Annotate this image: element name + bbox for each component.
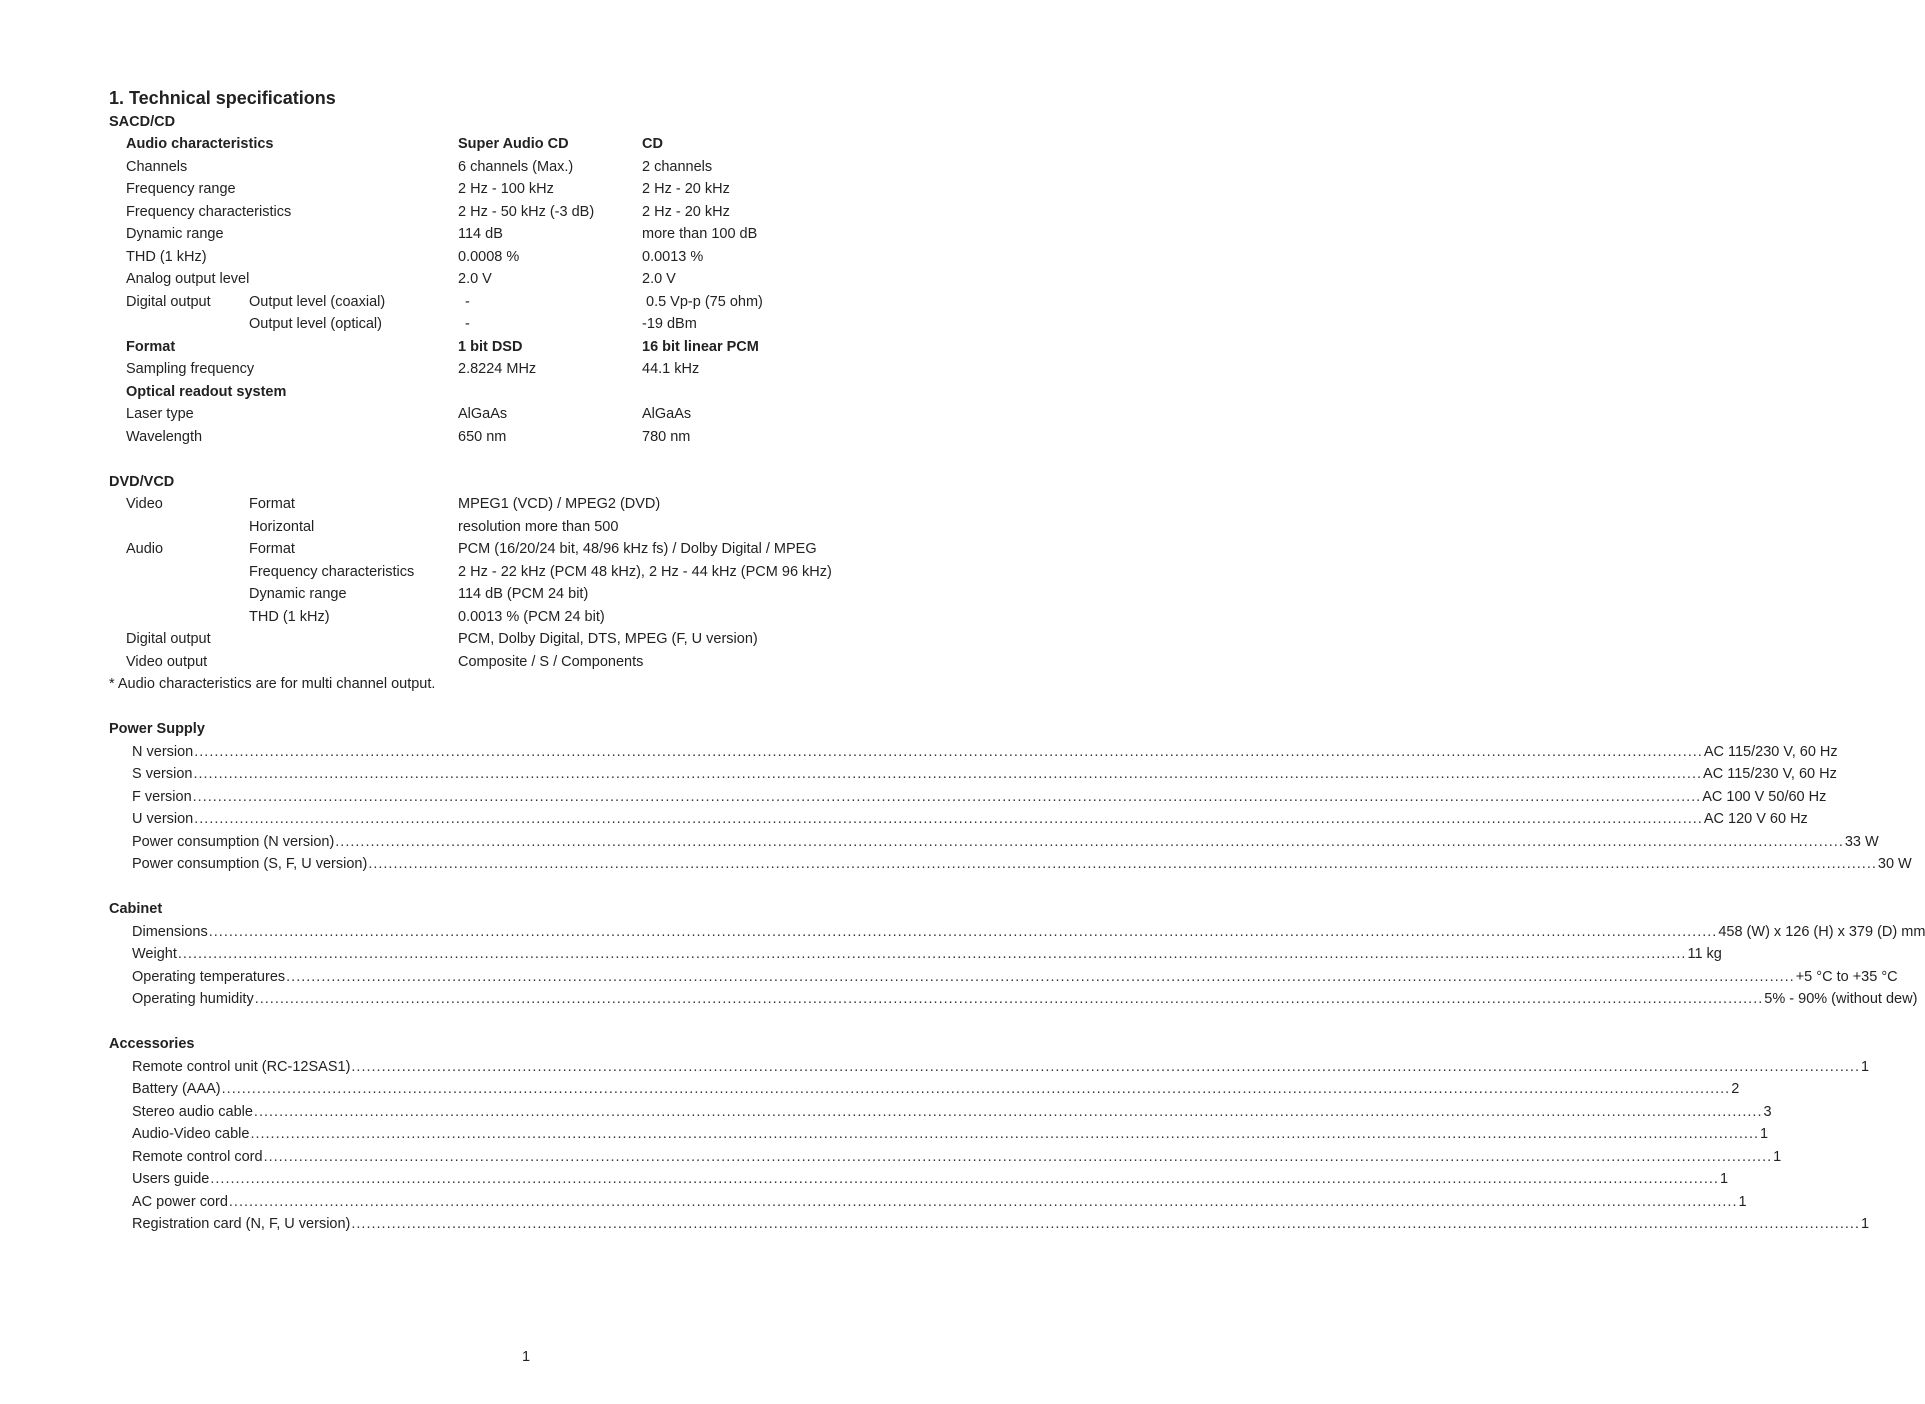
item-value: 1 (1760, 1126, 1769, 1142)
spec-label: Frequency range (126, 181, 236, 197)
spec-value-sacd: 2.0 V (458, 271, 492, 287)
dot-leader: ............................................................................................................................................................................................................................................................................................................ (208, 924, 1718, 940)
item-value: AC 115/230 V, 60 Hz (1703, 744, 1838, 760)
page-number: 1 (521, 1349, 531, 1365)
dot-leader: ............................................................................................................................................................................................................................................................................................................ (351, 1216, 1860, 1232)
spec-value: 0.0013 % (PCM 24 bit) (458, 609, 605, 625)
spec-sublabel: Format (249, 541, 295, 557)
spec-label: Wavelength (126, 429, 203, 445)
spec-sublabel: Dynamic range (249, 586, 347, 602)
item-value: 458 (W) x 126 (H) x 379 (D) mm (1718, 924, 1925, 940)
item-value: 1 (1860, 1059, 1870, 1075)
item-label: Registration card (N, F, U version) (132, 1216, 351, 1232)
item-value: AC 115/230 V, 60 Hz (1703, 766, 1837, 782)
item-value: 1 (1719, 1171, 1729, 1187)
spec-value-cd: 44.1 kHz (642, 361, 700, 377)
spec-value-cd: 0.5 Vp-p (75 ohm) (646, 294, 763, 310)
item-value: 2 (1731, 1081, 1740, 1097)
item-label: Operating temperatures (132, 969, 286, 985)
spec-sublabel: THD (1 kHz) (249, 609, 330, 625)
spec-value: Composite / S / Components (458, 654, 644, 670)
spec-label: Video output (126, 654, 208, 670)
spec-label: Channels (126, 159, 188, 175)
spec-value-sacd: 2 Hz - 50 kHz (-3 dB) (458, 204, 595, 220)
item-value: 33 W (1844, 834, 1879, 850)
item-value: AC 100 V 50/60 Hz (1702, 789, 1827, 805)
spec-label: Video (126, 496, 163, 512)
section-heading-dvd: DVD/VCD (109, 474, 175, 490)
spec-value-cd: more than 100 dB (642, 226, 758, 242)
section-heading-power: Power Supply (109, 721, 205, 737)
spec-label: Frequency characteristics (126, 204, 292, 220)
dot-leader: ............................................................................................................................................................................................................................................................................................................ (177, 946, 1687, 962)
list-item (132, 945, 1722, 963)
format-value-sacd: 1 bit DSD (458, 339, 523, 355)
list-item (132, 1215, 1870, 1233)
spec-value: resolution more than 500 (458, 519, 619, 535)
dot-leader: ............................................................................................................................................................................................................................................................................................................ (263, 1149, 1773, 1165)
spec-label: Laser type (126, 406, 194, 422)
item-label: Remote control unit (RC-12SAS1) (132, 1059, 351, 1075)
item-value: 30 W (1877, 856, 1912, 872)
spec-value: PCM (16/20/24 bit, 48/96 kHz fs) / Dolby Digital / MPEG (458, 541, 817, 557)
spec-label: Sampling frequency (126, 361, 255, 377)
spec-label: Audio (126, 541, 164, 557)
item-label: Dimensions (132, 924, 208, 940)
item-label: Power consumption (N version) (132, 834, 335, 850)
list-item (132, 743, 1838, 761)
list-item (132, 923, 1925, 941)
list-item (132, 1125, 1769, 1143)
list-item (132, 1148, 1782, 1166)
spec-value: 114 dB (PCM 24 bit) (458, 586, 589, 602)
section-heading-sacd: SACD/CD (109, 114, 176, 130)
spec-value-cd: 2.0 V (642, 271, 676, 287)
item-value: 1 (1773, 1149, 1782, 1165)
dot-leader: ............................................................................................................................................................................................................................................................................................................ (194, 811, 1703, 827)
spec-label: Analog output level (126, 271, 250, 287)
spec-sublabel: Output level (coaxial) (249, 294, 386, 310)
dot-leader: ............................................................................................................................................................................................................................................................................................................ (228, 1194, 1738, 1210)
format-value-cd: 16 bit linear PCM (642, 339, 759, 355)
spec-label: THD (1 kHz) (126, 249, 207, 265)
spec-label: Dynamic range (126, 226, 224, 242)
item-label: Operating humidity (132, 991, 254, 1007)
spec-sublabel: Format (249, 496, 295, 512)
list-item (132, 1080, 1740, 1098)
item-label: S version (132, 766, 193, 782)
format-label: Format (126, 339, 176, 355)
dot-leader: ............................................................................................................................................................................................................................................................................................................ (192, 789, 1702, 805)
item-label: AC power cord (132, 1194, 228, 1210)
spec-value: 2 Hz - 22 kHz (PCM 48 kHz), 2 Hz - 44 kHz (PCM 96 kHz) (458, 564, 832, 580)
list-item (132, 1170, 1729, 1188)
optical-readout-label: Optical readout system (126, 384, 287, 400)
item-label: Power consumption (S, F, U version) (132, 856, 368, 872)
list-item (132, 990, 1918, 1008)
spec-value-sacd: 650 nm (458, 429, 507, 445)
item-label: Weight (132, 946, 177, 962)
list-item (132, 855, 1912, 873)
spec-sublabel: Horizontal (249, 519, 315, 535)
list-item (132, 810, 1808, 828)
dot-leader: ............................................................................................................................................................................................................................................................................................................ (193, 766, 1703, 782)
footnote: * Audio characteristics are for multi channel output. (109, 676, 436, 692)
spec-value-sacd: 2 Hz - 100 kHz (458, 181, 554, 197)
spec-sublabel: Frequency characteristics (249, 564, 415, 580)
item-label: F version (132, 789, 192, 805)
item-value: 11 kg (1687, 946, 1722, 962)
list-item (132, 1103, 1772, 1121)
spec-value-cd: 780 nm (642, 429, 691, 445)
dot-leader: ............................................................................................................................................................................................................................................................................................................ (254, 991, 1764, 1007)
spec-label: Digital output (126, 294, 211, 310)
spec-value: PCM, Dolby Digital, DTS, MPEG (F, U version) (458, 631, 758, 647)
spec-value-sacd: 6 channels (Max.) (458, 159, 574, 175)
spec-value-cd: -19 dBm (642, 316, 697, 332)
spec-value-cd: 2 Hz - 20 kHz (642, 204, 730, 220)
dot-leader: ............................................................................................................................................................................................................................................................................................................ (351, 1059, 1860, 1075)
item-value: AC 120 V 60 Hz (1703, 811, 1808, 827)
audio-characteristics-label: Audio characteristics (126, 136, 274, 152)
dot-leader: ............................................................................................................................................................................................................................................................................................................ (250, 1126, 1760, 1142)
spec-value-sacd: AlGaAs (458, 406, 508, 422)
list-item (132, 968, 1898, 986)
spec-value-sacd: - (465, 316, 470, 332)
item-label: Users guide (132, 1171, 210, 1187)
list-item (132, 788, 1827, 806)
spec-value-sacd: 0.0008 % (458, 249, 520, 265)
dot-leader: ............................................................................................................................................................................................................................................................................................................ (253, 1104, 1763, 1120)
item-label: Remote control cord (132, 1149, 263, 1165)
spec-value-sacd: 114 dB (458, 226, 503, 242)
spec-value: MPEG1 (VCD) / MPEG2 (DVD) (458, 496, 661, 512)
col-header-sacd: Super Audio CD (458, 136, 569, 152)
spec-sublabel: Output level (optical) (249, 316, 382, 332)
spec-value-cd: 0.0013 % (642, 249, 704, 265)
dot-leader: ............................................................................................................................................................................................................................................................................................................ (286, 969, 1795, 985)
spec-value-sacd: - (465, 294, 470, 310)
dot-leader: ............................................................................................................................................................................................................................................................................................................ (335, 834, 1844, 850)
section-heading-accessories: Accessories (109, 1036, 195, 1052)
item-value: +5 °C to +35 °C (1795, 969, 1898, 985)
item-value: 5% - 90% (without dew) (1764, 991, 1918, 1007)
spec-value-cd: 2 channels (642, 159, 713, 175)
dot-leader: ............................................................................................................................................................................................................................................................................................................ (221, 1081, 1731, 1097)
spec-value-cd: AlGaAs (642, 406, 692, 422)
item-value: 1 (1860, 1216, 1870, 1232)
dot-leader: ............................................................................................................................................................................................................................................................................................................ (194, 744, 1703, 760)
page-title: 1. Technical specifications (109, 88, 336, 108)
item-label: U version (132, 811, 194, 827)
item-label: N version (132, 744, 194, 760)
list-item (132, 1058, 1870, 1076)
item-label: Audio-Video cable (132, 1126, 250, 1142)
list-item (132, 765, 1837, 783)
spec-label: Digital output (126, 631, 211, 647)
item-label: Stereo audio cable (132, 1104, 253, 1120)
item-value: 1 (1738, 1194, 1747, 1210)
item-value: 3 (1763, 1104, 1772, 1120)
list-item (132, 833, 1879, 851)
section-heading-cabinet: Cabinet (109, 901, 163, 917)
dot-leader: ............................................................................................................................................................................................................................................................................................................ (368, 856, 1877, 872)
col-header-cd: CD (642, 136, 663, 152)
dot-leader: ............................................................................................................................................................................................................................................................................................................ (210, 1171, 1719, 1187)
list-item (132, 1193, 1747, 1211)
spec-value-sacd: 2.8224 MHz (458, 361, 537, 377)
spec-value-cd: 2 Hz - 20 kHz (642, 181, 730, 197)
item-label: Battery (AAA) (132, 1081, 221, 1097)
